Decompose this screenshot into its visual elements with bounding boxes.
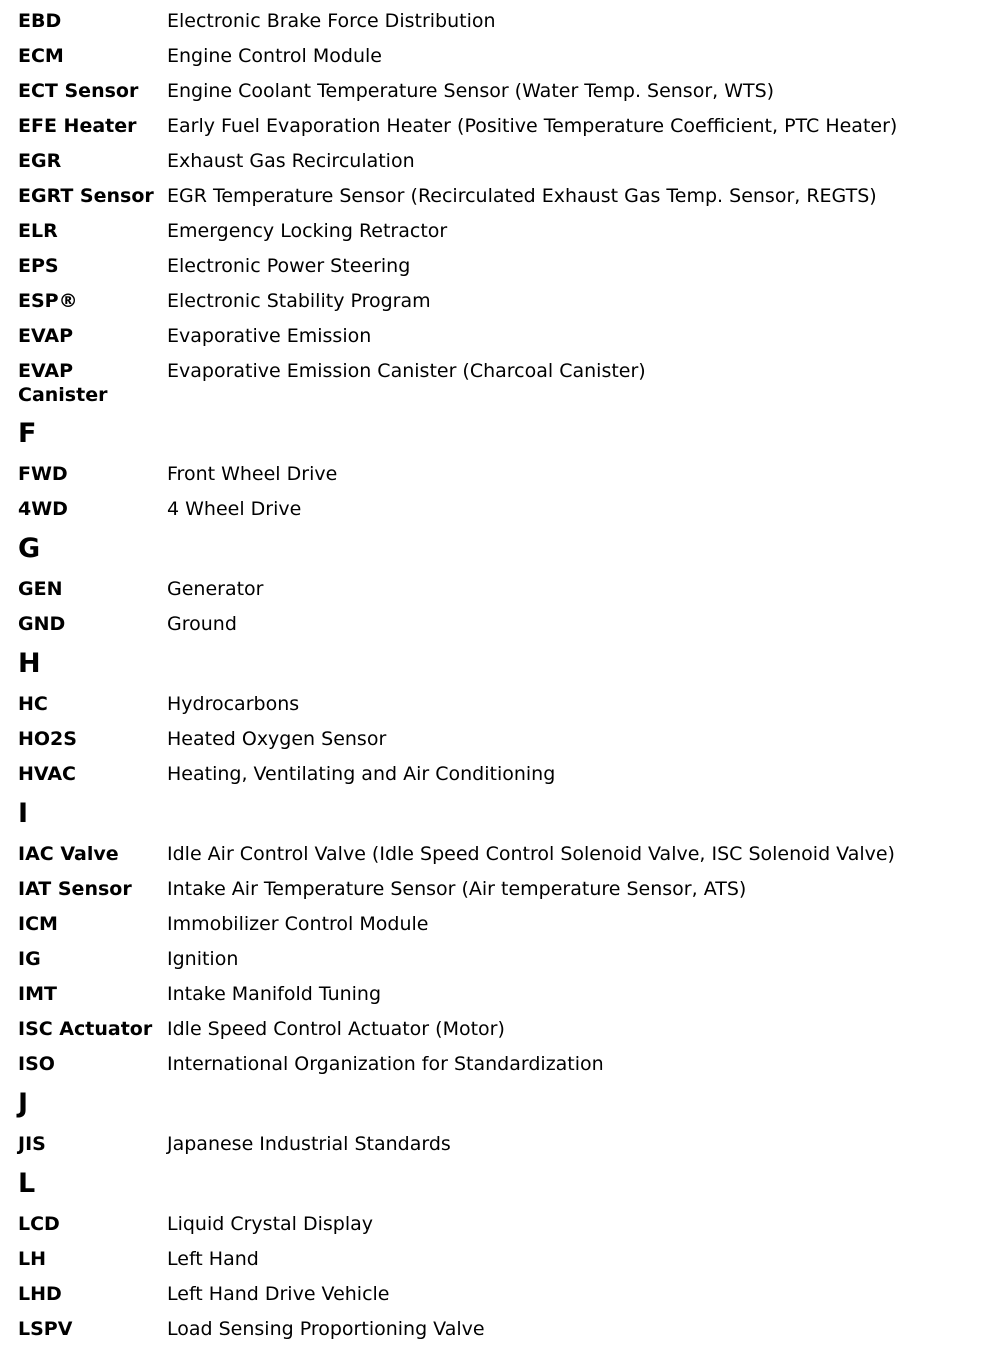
entry-abbreviation: HO2S bbox=[18, 728, 77, 750]
entry-definition: Left Hand Drive Vehicle bbox=[167, 1283, 390, 1305]
entry-abbreviation: ISC Actuator bbox=[18, 1018, 153, 1040]
entry-definition: Load Sensing Proportioning Valve bbox=[167, 1318, 485, 1340]
entry-abbreviation: IMT bbox=[18, 983, 57, 1005]
entry-abbreviation: EPS bbox=[18, 255, 59, 277]
entry-abbreviation: IAT Sensor bbox=[18, 878, 132, 900]
glossary-entry bbox=[18, 603, 978, 638]
glossary-entry bbox=[18, 488, 978, 523]
entry-abbreviation: EBD bbox=[18, 10, 62, 32]
glossary-entry bbox=[18, 315, 978, 350]
glossary-entry bbox=[18, 1273, 978, 1308]
glossary-entry bbox=[18, 350, 978, 408]
entry-abbreviation: LHD bbox=[18, 1283, 62, 1305]
entry-definition: Liquid Crystal Display bbox=[167, 1213, 374, 1235]
glossary-entry bbox=[18, 140, 978, 175]
entry-abbreviation: ELR bbox=[18, 220, 58, 242]
section-letter-heading: F bbox=[18, 418, 37, 449]
glossary-entry bbox=[18, 1008, 978, 1043]
glossary-entry bbox=[18, 280, 978, 315]
section-j bbox=[18, 1078, 978, 1158]
entry-definition: Engine Coolant Temperature Sensor (Water Temp. Sensor, WTS) bbox=[167, 80, 775, 102]
glossary-entry bbox=[18, 70, 978, 105]
section-letter-heading: I bbox=[18, 798, 29, 829]
entry-definition: EGR Temperature Sensor (Recirculated Exhaust Gas Temp. Sensor, REGTS) bbox=[167, 185, 877, 207]
section-e bbox=[18, 0, 978, 408]
entry-definition: Japanese Industrial Standards bbox=[167, 1133, 451, 1155]
entry-abbreviation: HC bbox=[18, 693, 48, 715]
entry-definition: Hydrocarbons bbox=[167, 693, 300, 715]
entry-definition: Idle Air Control Valve (Idle Speed Control Solenoid Valve, ISC Solenoid Valve) bbox=[167, 843, 895, 865]
entry-definition: Intake Manifold Tuning bbox=[167, 983, 382, 1005]
glossary-entry bbox=[18, 245, 978, 280]
entry-definition: Ignition bbox=[167, 948, 239, 970]
entry-definition: Evaporative Emission bbox=[167, 325, 372, 347]
entry-definition: Front Wheel Drive bbox=[167, 463, 338, 485]
entry-abbreviation: ECT Sensor bbox=[18, 80, 139, 102]
entry-definition: Engine Control Module bbox=[167, 45, 382, 67]
glossary-entry bbox=[18, 0, 978, 35]
section-letter-heading: G bbox=[18, 533, 41, 564]
glossary-entry bbox=[18, 453, 978, 488]
section-i bbox=[18, 788, 978, 1078]
entry-abbreviation: EGRT Sensor bbox=[18, 185, 154, 207]
glossary-entry bbox=[18, 718, 978, 753]
entry-definition: Immobilizer Control Module bbox=[167, 913, 429, 935]
glossary-entry bbox=[18, 938, 978, 973]
entry-definition: Intake Air Temperature Sensor (Air temperature Sensor, ATS) bbox=[167, 878, 747, 900]
section-letter-heading: L bbox=[18, 1168, 36, 1199]
entry-definition: Electronic Power Steering bbox=[167, 255, 411, 277]
section-g bbox=[18, 523, 978, 638]
section-letter-heading: J bbox=[18, 1088, 29, 1119]
entry-abbreviation: HVAC bbox=[18, 763, 76, 785]
glossary-entry bbox=[18, 1308, 978, 1343]
glossary-entry bbox=[18, 175, 978, 210]
glossary-entry bbox=[18, 973, 978, 1008]
entry-definition: Emergency Locking Retractor bbox=[167, 220, 448, 242]
glossary-entry bbox=[18, 1238, 978, 1273]
entry-abbreviation: IAC Valve bbox=[18, 843, 119, 865]
entry-abbreviation: ESP® bbox=[18, 290, 78, 312]
entry-definition: Electronic Brake Force Distribution bbox=[167, 10, 496, 32]
glossary-entry bbox=[18, 903, 978, 938]
entry-abbreviation: 4WD bbox=[18, 498, 68, 520]
entry-abbreviation: LSPV bbox=[18, 1318, 73, 1340]
glossary-entry bbox=[18, 683, 978, 718]
entry-definition: Left Hand bbox=[167, 1248, 259, 1270]
section-l bbox=[18, 1158, 978, 1343]
entry-definition: Idle Speed Control Actuator (Motor) bbox=[167, 1018, 505, 1040]
glossary-entry bbox=[18, 1043, 978, 1078]
glossary-entry bbox=[18, 210, 978, 245]
entry-definition: Ground bbox=[167, 613, 237, 635]
glossary-entry bbox=[18, 1123, 978, 1158]
entry-abbreviation: EFE Heater bbox=[18, 115, 137, 137]
section-f bbox=[18, 408, 978, 523]
entry-definition: International Organization for Standardization bbox=[167, 1053, 604, 1075]
entry-abbreviation: ISO bbox=[18, 1053, 55, 1075]
entry-definition: Evaporative Emission Canister (Charcoal Canister) bbox=[167, 360, 646, 382]
entry-abbreviation: JIS bbox=[18, 1133, 46, 1155]
section-letter-heading: H bbox=[18, 648, 41, 679]
entry-abbreviation: IG bbox=[18, 948, 41, 970]
entry-abbreviation: ECM bbox=[18, 45, 64, 67]
entry-definition: Heated Oxygen Sensor bbox=[167, 728, 387, 750]
glossary-entry bbox=[18, 833, 978, 868]
entry-definition: 4 Wheel Drive bbox=[167, 498, 302, 520]
entry-abbreviation: LCD bbox=[18, 1213, 60, 1235]
glossary-entry bbox=[18, 568, 978, 603]
glossary-entry bbox=[18, 35, 978, 70]
entry-abbreviation: LH bbox=[18, 1248, 47, 1270]
entry-abbreviation: EGR bbox=[18, 150, 62, 172]
entry-definition: Electronic Stability Program bbox=[167, 290, 431, 312]
glossary-entry bbox=[18, 868, 978, 903]
entry-definition: Exhaust Gas Recirculation bbox=[167, 150, 415, 172]
entry-abbreviation: GEN bbox=[18, 578, 63, 600]
glossary-entry bbox=[18, 753, 978, 788]
glossary-entry bbox=[18, 1203, 978, 1238]
section-h bbox=[18, 638, 978, 788]
entry-abbreviation: GND bbox=[18, 613, 66, 635]
entry-definition: Generator bbox=[167, 578, 264, 600]
entry-abbreviation: FWD bbox=[18, 463, 68, 485]
abbreviation-glossary bbox=[18, 0, 978, 1343]
entry-abbreviation: EVAP Canister bbox=[18, 360, 108, 406]
entry-abbreviation: ICM bbox=[18, 913, 58, 935]
glossary-entry bbox=[18, 105, 978, 140]
entry-definition: Early Fuel Evaporation Heater (Positive Temperature Coefficient, PTC Heater) bbox=[167, 115, 898, 137]
entry-definition: Heating, Ventilating and Air Conditioning bbox=[167, 763, 556, 785]
entry-abbreviation: EVAP bbox=[18, 325, 74, 347]
